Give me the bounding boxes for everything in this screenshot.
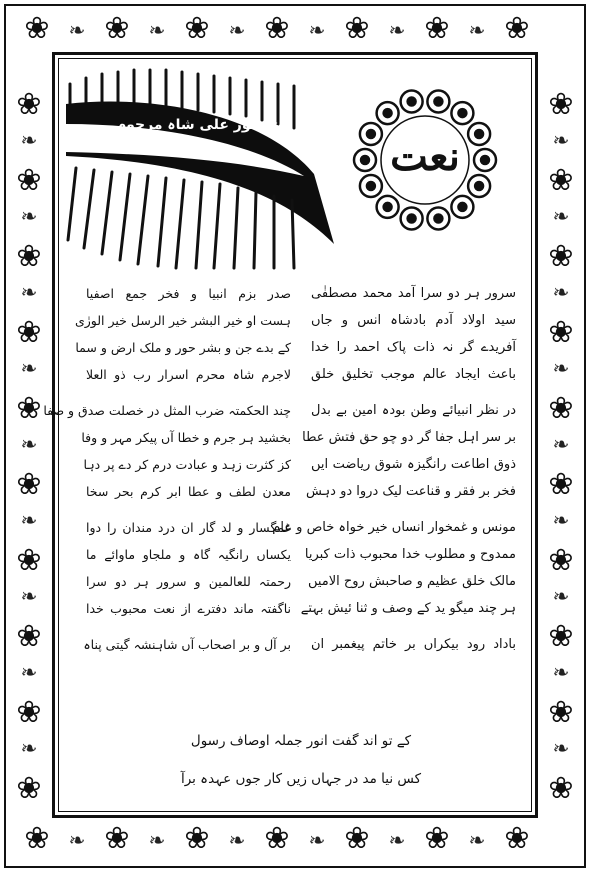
stanza-gap xyxy=(311,388,516,397)
verse-column-right xyxy=(272,280,516,658)
verse-line-right: مالک خلق عظیم و صاحبش روح الامیں xyxy=(307,574,516,589)
border-leaf-icon: ❧ xyxy=(148,18,166,42)
border-leaf-icon: ❧ xyxy=(308,18,326,42)
verse-line-right: در نظر انبیائے وطن بودہ امین بے بدل xyxy=(311,403,516,418)
border-flower-icon: ❀ xyxy=(16,467,42,502)
border-leaf-icon: ❧ xyxy=(388,18,406,42)
border-leaf-icon: ❧ xyxy=(552,660,570,684)
border-leaf-icon: ❧ xyxy=(388,828,406,852)
border-flower-icon: ❀ xyxy=(548,771,574,806)
border-leaf-icon: ❧ xyxy=(552,204,570,228)
border-flower-icon: ❀ xyxy=(548,695,574,730)
border-flower-icon: ❀ xyxy=(184,11,210,46)
closing-verse-1: کے تو اند گفت انور جملہ اوصاف رسول xyxy=(190,733,412,749)
border-leaf-icon: ❧ xyxy=(20,356,38,380)
border-flower-icon: ❀ xyxy=(24,821,50,856)
border-leaf-icon: ❧ xyxy=(468,828,486,852)
border-flower-icon: ❀ xyxy=(16,87,42,122)
border-leaf-icon: ❧ xyxy=(552,584,570,608)
border-leaf-icon: ❧ xyxy=(20,584,38,608)
border-leaf-icon: ❧ xyxy=(552,432,570,456)
header-illustration xyxy=(64,64,354,274)
border-flower-icon: ❀ xyxy=(184,821,210,856)
verse-line-left: صدر بزم انبیا و فخر جمع اصفیا xyxy=(86,286,291,301)
border-leaf-icon: ❧ xyxy=(68,828,86,852)
verse-line-right: آفریدے گر نہ ذات پاک احمد را خدا xyxy=(311,340,516,355)
border-flower-icon: ❀ xyxy=(548,87,574,122)
border-flower-icon: ❀ xyxy=(504,11,530,46)
verse-line-left: رحمتہ للعالمین و سرور ہر دو سرا xyxy=(86,574,291,589)
border-leaf-icon: ❧ xyxy=(20,280,38,304)
border-flower-icon: ❀ xyxy=(504,821,530,856)
verse-line-left: ناگفتہ ماند دفترے از نعت محبوب خدا xyxy=(86,601,291,616)
poem-title: نعت xyxy=(390,133,460,180)
verse-line-right: ممدوح و مطلوب خدا محبوب ذات کبریا xyxy=(304,547,516,562)
border-leaf-icon: ❧ xyxy=(20,432,38,456)
verse-line-right: سرور ہر دو سرا آمد محمد مصطفٰی xyxy=(311,286,516,301)
border-leaf-icon: ❧ xyxy=(20,736,38,760)
closing-verse-2: کس نیا مد در جہاں زیں کار جوں عہدہ برآ xyxy=(180,771,422,787)
border-flower-icon: ❀ xyxy=(264,11,290,46)
border-leaf-icon: ❧ xyxy=(20,508,38,532)
border-leaf-icon: ❧ xyxy=(552,280,570,304)
stanza-gap xyxy=(311,622,516,631)
verse-line-right: باداد رود بیکراں بر خاتم پیغمبر ان xyxy=(311,637,516,652)
border-flower-icon: ❀ xyxy=(104,821,130,856)
border-leaf-icon: ❧ xyxy=(552,508,570,532)
stanza-gap xyxy=(86,622,291,631)
verse-line-left: معدن لطف و عطا ابر کرم بحر سخا xyxy=(86,484,291,499)
verse-line-right: بر سر اہل جفا گر دو چو حق فتش عطا xyxy=(302,430,516,445)
verse-line-right: سید اولاد آدم بادشاہ انس و جاں xyxy=(311,313,516,328)
stanza-gap xyxy=(86,505,291,514)
border-leaf-icon: ❧ xyxy=(228,18,246,42)
border-leaf-icon: ❧ xyxy=(552,356,570,380)
border-flower-icon: ❀ xyxy=(16,695,42,730)
border-flower-icon: ❀ xyxy=(424,821,450,856)
border-flower-icon: ❀ xyxy=(548,619,574,654)
verse-line-left: بخشید ہر جرم و خطا آں پیکر مہر و وفا xyxy=(81,430,291,445)
verse-line-left: لاجرم شاہ محرم اسرار رب ذو العلا xyxy=(86,367,291,382)
border-flower-icon: ❀ xyxy=(16,391,42,426)
border-leaf-icon: ❧ xyxy=(228,828,246,852)
border-leaf-icon: ❧ xyxy=(468,18,486,42)
border-leaf-icon: ❧ xyxy=(308,828,326,852)
verse-column-left xyxy=(43,280,291,658)
verse-line-right: مونس و غمخوار انساں خیر خواہ خاص و عام xyxy=(272,520,516,535)
verse-line-left: ہست او خیر البشر خیر الرسل خیر الورٰی xyxy=(74,313,291,328)
border-leaf-icon: ❧ xyxy=(20,128,38,152)
border-flower-icon: ❀ xyxy=(344,11,370,46)
verse-line-right: فخر بر فقر و قناعت لیک دروا دو دہش xyxy=(305,484,516,499)
verse-line-left: غمگسار و لد گار ان درد مندان را دوا xyxy=(86,520,291,535)
verse-line-right: ہر چند میگو ید کے وصف و ثنا ئیش بہتے xyxy=(300,601,516,616)
border-flower-icon: ❀ xyxy=(548,163,574,198)
border-flower-icon: ❀ xyxy=(264,821,290,856)
border-flower-icon: ❀ xyxy=(548,467,574,502)
border-leaf-icon: ❧ xyxy=(148,828,166,852)
verse-line-left: یکساں رانگیہ گاہ و ملجاو ماوائے ما xyxy=(86,547,291,562)
border-flower-icon: ❀ xyxy=(548,391,574,426)
border-flower-icon: ❀ xyxy=(16,315,42,350)
stanza-gap xyxy=(311,505,516,514)
border-leaf-icon: ❧ xyxy=(20,204,38,228)
verse-line-right: باعث ایجاد عالم موجب تخلیق خلق xyxy=(311,367,516,382)
border-flower-icon: ❀ xyxy=(16,239,42,274)
border-leaf-icon: ❧ xyxy=(20,660,38,684)
border-flower-icon: ❀ xyxy=(548,239,574,274)
border-flower-icon: ❀ xyxy=(24,11,50,46)
border-flower-icon: ❀ xyxy=(16,619,42,654)
verse-line-left: کز کثرت زہد و عبادت درم کر دے پر دہا xyxy=(83,457,291,472)
border-leaf-icon: ❧ xyxy=(68,18,86,42)
verse-line-left: بر آل و بر اصحاب آں شاہنشہ گیتی پناہ xyxy=(83,637,291,652)
border-flower-icon: ❀ xyxy=(16,771,42,806)
border-flower-icon: ❀ xyxy=(344,821,370,856)
author-credit: از: انور علی شاہ مرحوم xyxy=(115,117,285,133)
verse-line-right: ذوق اطاعت رانگیزہ شوق ریاضت ایں xyxy=(311,457,516,472)
border-flower-icon: ❀ xyxy=(104,11,130,46)
verse-line-left: کے بدے جن و بشر حور و ملک ارض و سما xyxy=(75,340,291,355)
border-flower-icon: ❀ xyxy=(548,543,574,578)
border-leaf-icon: ❧ xyxy=(552,128,570,152)
border-flower-icon: ❀ xyxy=(16,543,42,578)
border-leaf-icon: ❧ xyxy=(552,736,570,760)
border-flower-icon: ❀ xyxy=(548,315,574,350)
verse-line-left: چند الحکمتہ ضرب المثل در خصلت صدق و صفا xyxy=(43,403,291,418)
border-flower-icon: ❀ xyxy=(424,11,450,46)
verse-block xyxy=(43,280,516,720)
stanza-gap xyxy=(86,388,291,397)
border-flower-icon: ❀ xyxy=(16,163,42,198)
